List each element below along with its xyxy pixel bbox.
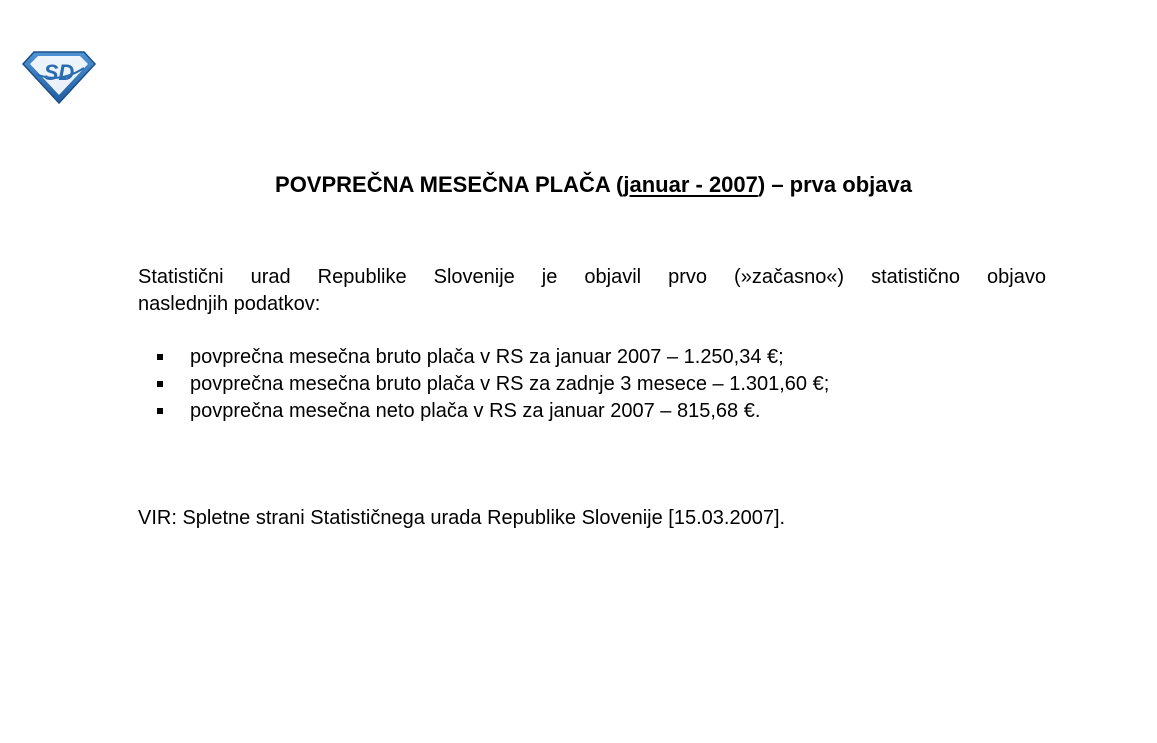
list-item-text: povprečna mesečna bruto plača v RS za januar 2007 – 1.250,34 €;	[190, 346, 784, 368]
list-item	[155, 344, 829, 371]
list-item-text: povprečna mesečna bruto plača v RS za zadnje 3 mesece – 1.301,60 €;	[190, 373, 830, 395]
bullet-square-icon	[157, 381, 163, 387]
page-title	[0, 170, 1157, 200]
intro-paragraph	[138, 264, 1046, 318]
bullet-square-icon	[157, 354, 163, 360]
bullet-square-icon	[157, 408, 163, 414]
source-note: VIR: Spletne strani Statističnega urada Republike Slovenije [15.03.2007].	[138, 507, 786, 529]
list-item	[155, 398, 829, 425]
logo-letters: SD	[43, 60, 75, 85]
title-prefix: POVPREČNA MESEČNA PLAČA (	[275, 172, 624, 197]
salary-list	[155, 344, 829, 425]
sd-logo	[22, 50, 96, 104]
shield-logo-icon	[22, 50, 96, 104]
title-period: januar - 2007	[623, 172, 758, 197]
intro-line-1: Statistični urad Republike Slovenije je objavil prvo (»začasno«) statistično objavo	[138, 266, 1046, 288]
list-item	[155, 371, 829, 398]
list-item-text: povprečna mesečna neto plača v RS za januar 2007 – 815,68 €.	[190, 400, 761, 422]
intro-line-2: naslednjih podatkov:	[138, 293, 321, 315]
title-suffix: ) – prva objava	[757, 172, 912, 197]
